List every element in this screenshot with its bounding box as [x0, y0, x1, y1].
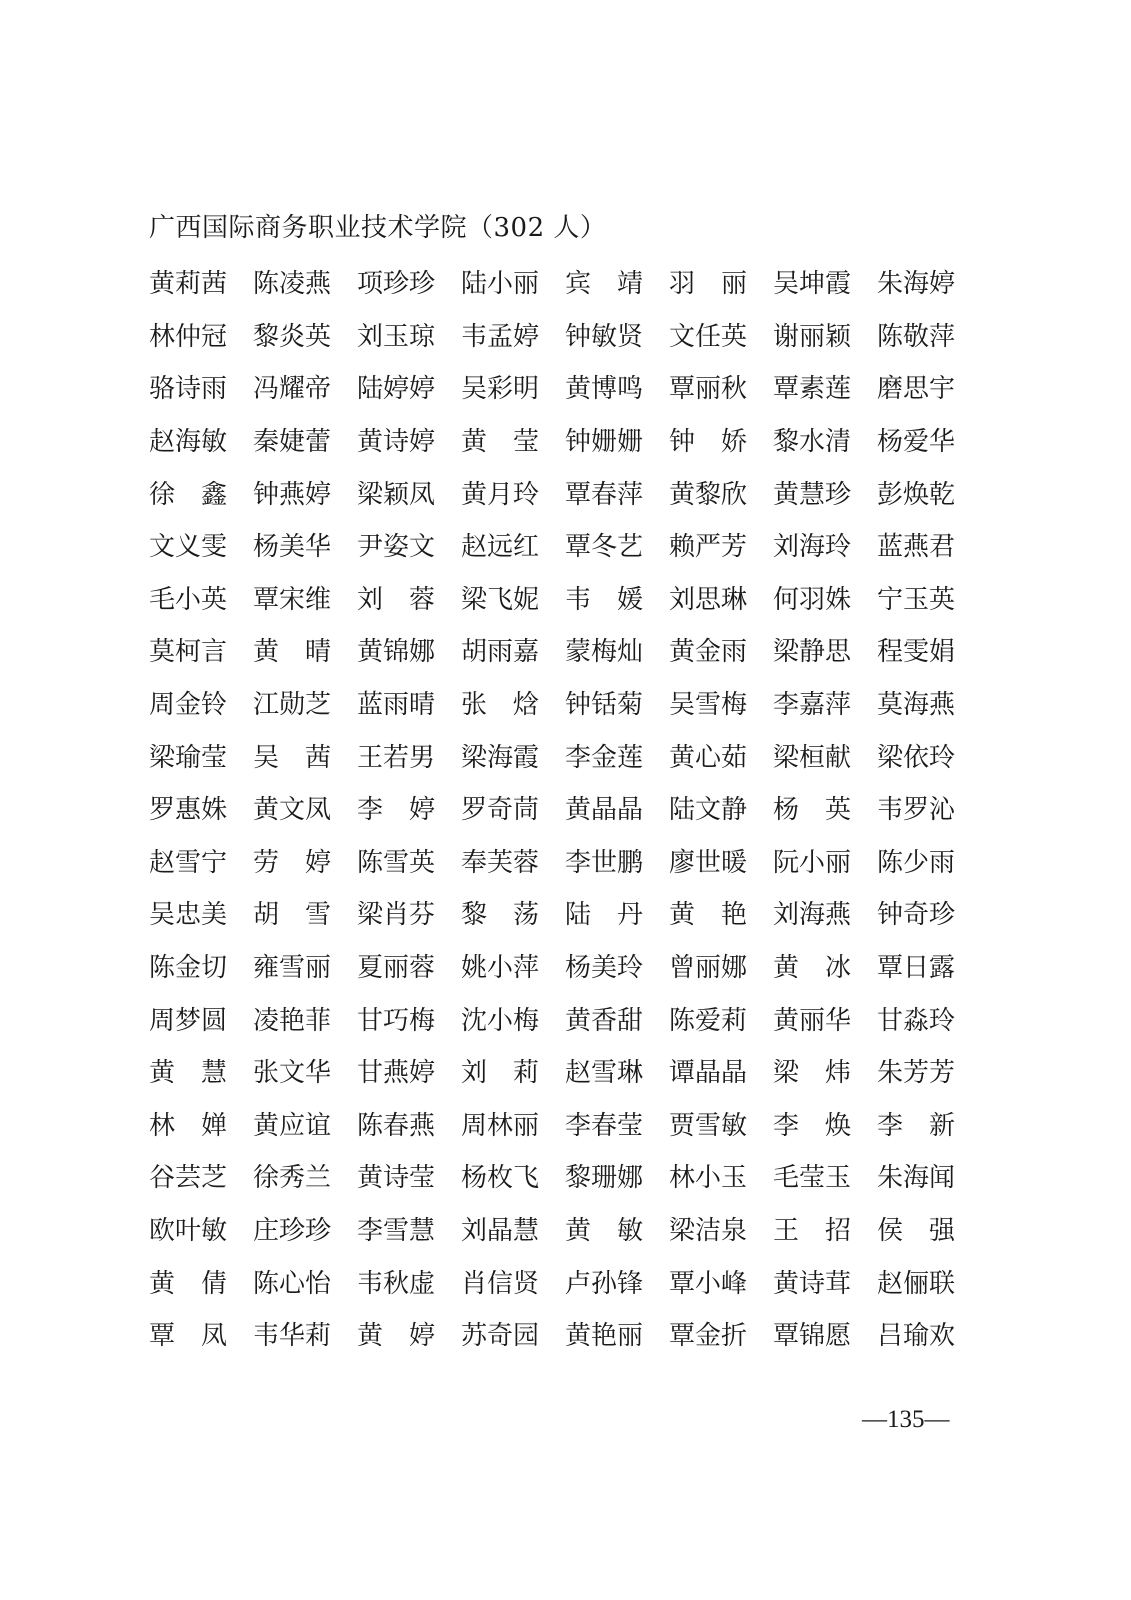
- name-entry: 甘巧梅: [357, 1005, 436, 1036]
- name-row: [149, 679, 981, 732]
- name-entry: 雍雪丽: [253, 953, 332, 984]
- name-entry: 骆诗雨: [149, 374, 228, 405]
- spaced-name: 覃 凤: [149, 1321, 227, 1352]
- spaced-name: 黄 慧: [149, 1058, 227, 1089]
- name-entry: 梁依玲: [877, 742, 956, 773]
- name-entry: 宁玉英: [877, 584, 956, 615]
- name-entry: 陈金切: [149, 953, 228, 984]
- name-entry: [773, 790, 877, 830]
- name-entry: 谭晶晶: [669, 1058, 748, 1089]
- name-entry: 韦孟婷: [461, 321, 540, 352]
- name-entry: [357, 790, 461, 830]
- name-entry: 梁桓献: [773, 742, 852, 773]
- name-entry: [565, 1211, 669, 1251]
- name-entry: 磨思宇: [877, 374, 956, 405]
- name-entry: 项珍珍: [357, 269, 436, 300]
- name-entry: [669, 895, 773, 935]
- name-row: [149, 416, 981, 469]
- name-entry: 朱芳芳: [877, 1058, 956, 1089]
- name-entry: 梁飞妮: [461, 584, 540, 615]
- spaced-name: 李 新: [877, 1110, 955, 1141]
- name-row: [149, 574, 981, 627]
- spaced-name: 梁 炜: [773, 1058, 851, 1089]
- name-row: [149, 1257, 981, 1310]
- spaced-name: 张 焓: [461, 690, 539, 721]
- spaced-name: 王 招: [773, 1215, 851, 1246]
- name-entry: 苏奇园: [461, 1321, 540, 1352]
- name-entry: 凌艳菲: [253, 1005, 332, 1036]
- name-entry: [149, 475, 253, 515]
- name-entry: 覃丽秋: [669, 374, 748, 405]
- spaced-name: 黄 艳: [669, 900, 747, 931]
- name-row: [149, 258, 981, 311]
- spaced-name: 林 婵: [149, 1110, 227, 1141]
- name-entry: 黄文凤: [253, 795, 332, 826]
- name-entry: 蓝燕君: [877, 532, 956, 563]
- spaced-name: 刘 莉: [461, 1058, 539, 1089]
- name-entry: 梁瑜莹: [149, 742, 228, 773]
- name-entry: 杨美玲: [565, 953, 644, 984]
- name-entry: 贾雪敏: [669, 1110, 748, 1141]
- name-entry: 阮小丽: [773, 847, 852, 878]
- name-entry: 陈心怡: [253, 1268, 332, 1299]
- name-entry: 韦华莉: [253, 1321, 332, 1352]
- name-entry: 赵雪宁: [149, 847, 228, 878]
- name-entry: 周林丽: [461, 1110, 540, 1141]
- name-entry: 覃冬艺: [565, 532, 644, 563]
- name-row: [149, 1100, 981, 1153]
- name-entry: [149, 1053, 253, 1093]
- spaced-name: 黄 婷: [357, 1321, 435, 1352]
- name-row: [149, 468, 981, 521]
- name-entry: 梁肖芬: [357, 900, 436, 931]
- name-entry: 黄金雨: [669, 637, 748, 668]
- name-entry: 赖严芳: [669, 532, 748, 563]
- name-entry: 赵海敏: [149, 427, 228, 458]
- name-entry: 黄博鸣: [565, 374, 644, 405]
- spaced-name: 胡 雪: [253, 900, 331, 931]
- spaced-name: 羽 丽: [669, 269, 747, 300]
- name-entry: 钟燕婷: [253, 479, 332, 510]
- name-entry: 黎珊娜: [565, 1163, 644, 1194]
- name-row: [149, 942, 981, 995]
- name-entry: [565, 895, 669, 935]
- name-entry: 陆文静: [669, 795, 748, 826]
- name-entry: 黄诗莹: [357, 1163, 436, 1194]
- name-row: [149, 994, 981, 1047]
- name-entry: [461, 422, 565, 462]
- name-entry: 李嘉萍: [773, 690, 852, 721]
- name-entry: 覃宋维: [253, 584, 332, 615]
- spaced-name: 李 婷: [357, 795, 435, 826]
- name-entry: 蓝雨晴: [357, 690, 436, 721]
- name-entry: [149, 1264, 253, 1304]
- spaced-name: 黄 倩: [149, 1268, 227, 1299]
- name-entry: 韦秋虚: [357, 1268, 436, 1299]
- name-entry: [565, 580, 669, 620]
- name-entry: [877, 1106, 981, 1146]
- name-entry: [253, 895, 357, 935]
- spaced-name: 黄 敏: [565, 1215, 643, 1246]
- name-entry: 陈敬萍: [877, 321, 956, 352]
- name-entry: 朱海闻: [877, 1163, 956, 1194]
- name-entry: 钟敏贤: [565, 321, 644, 352]
- name-entry: 黄诗茸: [773, 1268, 852, 1299]
- name-entry: 韦罗沁: [877, 795, 956, 826]
- name-row: [149, 521, 981, 574]
- name-entry: 甘淼玲: [877, 1005, 956, 1036]
- name-entry: 黄应谊: [253, 1110, 332, 1141]
- name-entry: 赵远红: [461, 532, 540, 563]
- name-entry: 刘海玲: [773, 532, 852, 563]
- spaced-name: 黄 冰: [773, 953, 851, 984]
- name-entry: 夏丽蓉: [357, 953, 436, 984]
- name-entry: 奉芙蓉: [461, 847, 540, 878]
- name-entry: 文任英: [669, 321, 748, 352]
- name-entry: 梁颖凤: [357, 479, 436, 510]
- name-entry: 吴忠美: [149, 900, 228, 931]
- name-entry: 彭焕乾: [877, 479, 956, 510]
- name-entry: 黎水清: [773, 427, 852, 458]
- name-row: [149, 1205, 981, 1258]
- name-entry: [253, 738, 357, 778]
- name-row: [149, 1152, 981, 1205]
- name-entry: [669, 422, 773, 462]
- name-entry: 曾丽娜: [669, 953, 748, 984]
- name-entry: 刘思琳: [669, 584, 748, 615]
- spaced-name: 侯 强: [877, 1215, 955, 1246]
- spaced-name: 李 焕: [773, 1110, 851, 1141]
- name-entry: 陈少雨: [877, 847, 956, 878]
- spaced-name: 刘 蓉: [357, 584, 435, 615]
- name-entry: 王若男: [357, 742, 436, 773]
- name-entry: 李世鹏: [565, 847, 644, 878]
- name-entry: 赵俪联: [877, 1268, 956, 1299]
- name-entry: 文义雯: [149, 532, 228, 563]
- name-entry: 甘燕婷: [357, 1058, 436, 1089]
- name-row: [149, 626, 981, 679]
- name-entry: 徐秀兰: [253, 1163, 332, 1194]
- name-entry: 覃春萍: [565, 479, 644, 510]
- name-entry: 覃小峰: [669, 1268, 748, 1299]
- name-list: [149, 258, 981, 1362]
- name-entry: 周金铃: [149, 690, 228, 721]
- name-entry: 林仲冠: [149, 321, 228, 352]
- name-entry: 陈春燕: [357, 1110, 436, 1141]
- name-entry: 肖信贤: [461, 1268, 540, 1299]
- name-entry: 覃日露: [877, 953, 956, 984]
- name-entry: 黄香甜: [565, 1005, 644, 1036]
- name-row: [149, 837, 981, 890]
- name-entry: 覃金折: [669, 1321, 748, 1352]
- name-row: [149, 1047, 981, 1100]
- name-entry: 陈爱莉: [669, 1005, 748, 1036]
- name-row: [149, 363, 981, 416]
- name-row: [149, 889, 981, 942]
- spaced-name: 吴 茜: [253, 742, 331, 773]
- name-entry: [461, 685, 565, 725]
- name-entry: 江勋芝: [253, 690, 332, 721]
- name-entry: 蒙梅灿: [565, 637, 644, 668]
- name-row: [149, 311, 981, 364]
- name-entry: 胡雨嘉: [461, 637, 540, 668]
- spaced-name: 黄 晴: [253, 637, 331, 668]
- name-entry: 李雪慧: [357, 1215, 436, 1246]
- spaced-name: 宾 靖: [565, 269, 643, 300]
- name-entry: 张文华: [253, 1058, 332, 1089]
- name-entry: [565, 264, 669, 304]
- name-entry: 谷芸芝: [149, 1163, 228, 1194]
- name-entry: [357, 1316, 461, 1356]
- name-entry: 钟铦菊: [565, 690, 644, 721]
- spaced-name: 黎 荡: [461, 900, 539, 931]
- spaced-name: 陆 丹: [565, 900, 643, 931]
- spaced-name: 黄 莹: [461, 427, 539, 458]
- name-entry: [877, 1211, 981, 1251]
- name-entry: 吕瑜欢: [877, 1321, 956, 1352]
- name-entry: 毛小英: [149, 584, 228, 615]
- name-entry: 黄慧珍: [773, 479, 852, 510]
- name-entry: 林小玉: [669, 1163, 748, 1194]
- name-entry: 程雯娟: [877, 637, 956, 668]
- name-entry: 陆婷婷: [357, 374, 436, 405]
- name-entry: 杨美华: [253, 532, 332, 563]
- name-entry: [773, 1053, 877, 1093]
- name-entry: 秦婕蕾: [253, 427, 332, 458]
- name-entry: 黄诗婷: [357, 427, 436, 458]
- name-entry: 刘玉琼: [357, 321, 436, 352]
- name-entry: 陆小丽: [461, 269, 540, 300]
- name-entry: 吴彩明: [461, 374, 540, 405]
- name-entry: 黄月玲: [461, 479, 540, 510]
- name-entry: 罗惠姝: [149, 795, 228, 826]
- name-entry: [253, 632, 357, 672]
- name-entry: 刘海燕: [773, 900, 852, 931]
- name-entry: 覃素莲: [773, 374, 852, 405]
- name-entry: 冯耀帝: [253, 374, 332, 405]
- name-entry: 周梦圆: [149, 1005, 228, 1036]
- section-heading: 广西国际商务职业技术学院（302 人）: [149, 213, 607, 243]
- spaced-name: 韦 媛: [565, 584, 643, 615]
- name-entry: 黄心茹: [669, 742, 748, 773]
- name-entry: [669, 264, 773, 304]
- name-entry: 杨爱华: [877, 427, 956, 458]
- name-entry: 陈雪英: [357, 847, 436, 878]
- name-row: [149, 1310, 981, 1363]
- page-number: —135—: [862, 1406, 950, 1433]
- name-entry: [461, 895, 565, 935]
- name-entry: [149, 1106, 253, 1146]
- name-entry: [773, 1106, 877, 1146]
- name-entry: 覃锦愿: [773, 1321, 852, 1352]
- name-entry: [357, 580, 461, 620]
- name-entry: 姚小萍: [461, 953, 540, 984]
- name-entry: 黎炎英: [253, 321, 332, 352]
- name-entry: 梁静思: [773, 637, 852, 668]
- name-entry: 黄艳丽: [565, 1321, 644, 1352]
- name-entry: 沈小梅: [461, 1005, 540, 1036]
- name-entry: 李金莲: [565, 742, 644, 773]
- name-row: [149, 731, 981, 784]
- name-entry: 吴雪梅: [669, 690, 748, 721]
- name-entry: 朱海婷: [877, 269, 956, 300]
- name-entry: [461, 1053, 565, 1093]
- name-entry: 黄丽华: [773, 1005, 852, 1036]
- spaced-name: 徐 鑫: [149, 479, 227, 510]
- name-entry: 李春莹: [565, 1110, 644, 1141]
- name-entry: 黄黎欣: [669, 479, 748, 510]
- name-entry: 尹姿文: [357, 532, 436, 563]
- name-entry: 刘晶慧: [461, 1215, 540, 1246]
- name-entry: 梁海霞: [461, 742, 540, 773]
- name-entry: 黄莉茜: [149, 269, 228, 300]
- name-entry: 谢丽颖: [773, 321, 852, 352]
- name-entry: [773, 948, 877, 988]
- name-entry: 毛莹玉: [773, 1163, 852, 1194]
- name-entry: 欧叶敏: [149, 1215, 228, 1246]
- name-entry: [253, 843, 357, 883]
- name-entry: 黄晶晶: [565, 795, 644, 826]
- name-entry: 卢孙锋: [565, 1268, 644, 1299]
- name-entry: 廖世暖: [669, 847, 748, 878]
- spaced-name: 钟 娇: [669, 427, 747, 458]
- name-entry: 何羽姝: [773, 584, 852, 615]
- spaced-name: 劳 婷: [253, 847, 331, 878]
- name-entry: 钟姗姗: [565, 427, 644, 458]
- name-entry: 莫柯言: [149, 637, 228, 668]
- name-entry: 黄锦娜: [357, 637, 436, 668]
- name-entry: 杨枚飞: [461, 1163, 540, 1194]
- spaced-name: 杨 英: [773, 795, 851, 826]
- name-entry: [149, 1316, 253, 1356]
- name-entry: [773, 1211, 877, 1251]
- name-entry: 陈凌燕: [253, 269, 332, 300]
- name-entry: 梁洁泉: [669, 1215, 748, 1246]
- name-entry: 钟奇珍: [877, 900, 956, 931]
- name-entry: 庄珍珍: [253, 1215, 332, 1246]
- name-entry: 赵雪琳: [565, 1058, 644, 1089]
- name-entry: 莫海燕: [877, 690, 956, 721]
- name-entry: 罗奇茼: [461, 795, 540, 826]
- name-entry: 吴坤霞: [773, 269, 852, 300]
- name-row: [149, 784, 981, 837]
